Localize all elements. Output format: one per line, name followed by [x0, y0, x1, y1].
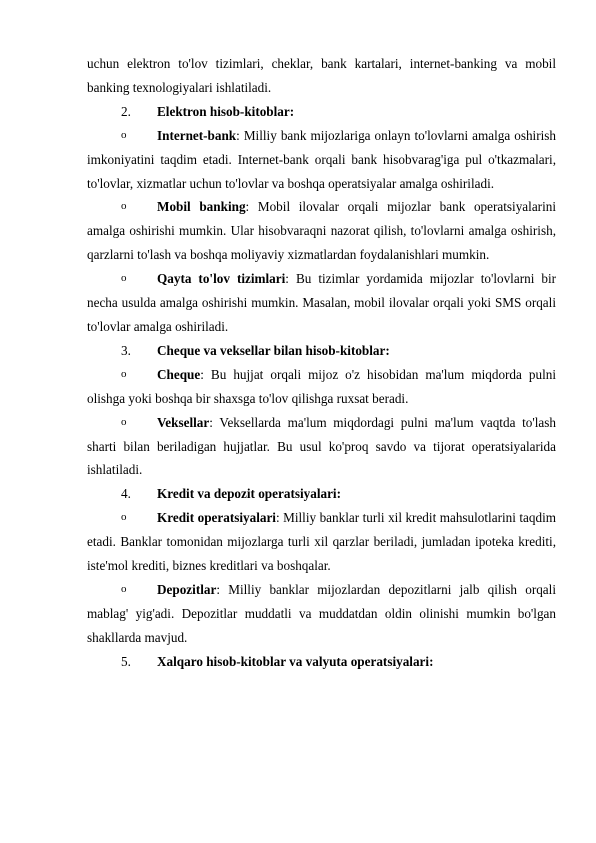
item-text: : Milliy banklar turli xil kredit mahsulotlarini taqdim etadi. Banklar tomonidan mijozlarga turli xil qarzlar beriladi, jumladan ipoteka krediti, iste'mol krediti, biznes kreditlari va boshqalar.: [87, 510, 556, 574]
list-item: [87, 411, 556, 483]
item-term: Internet-bank: [157, 127, 237, 143]
list-item: [87, 195, 556, 267]
section-number: 4.: [121, 486, 131, 502]
intro-paragraph: uchun elektron to'lov tizimlari, cheklar, bank kartalari, internet-banking va mobil banking texnologiyalari ishlatiladi.: [87, 56, 556, 95]
section-title: Cheque va veksellar bilan hisob-kitoblar:: [157, 342, 390, 358]
bullet-icon: o: [121, 415, 127, 428]
section-number: 5.: [121, 653, 131, 669]
bullet-icon: o: [121, 511, 127, 524]
bullet-icon: o: [121, 272, 127, 285]
section-heading: [87, 339, 556, 363]
list-item: [87, 506, 556, 578]
section-title: Xalqaro hisob-kitoblar va valyuta operatsiyalari:: [157, 653, 434, 669]
section-title: Elektron hisob-kitoblar:: [157, 103, 295, 119]
item-term: Cheque: [157, 366, 201, 382]
list-item: [87, 363, 556, 411]
section-title: Kredit va depozit operatsiyalari:: [157, 486, 341, 502]
item-term: Mobil banking: [157, 199, 246, 215]
bullet-icon: o: [121, 367, 127, 380]
item-text: : Mobil ilovalar orqali mijozlar bank operatsiyalarini amalga oshirishi mumkin. Ular hisobvaraqni nazorat qilish, to'lovlarni amalga oshirish, qarzlarni to'lash va boshqa moliyaviy xizmatlardan foydalanishlari mumkin.: [87, 199, 556, 263]
bullet-icon: o: [121, 582, 127, 595]
section-heading: [87, 100, 556, 124]
document-page: [87, 52, 556, 674]
item-text: : Milliy bank mijozlariga onlayn to'lovlarni amalga oshirish imkoniyatini taqdim etadi. Internet-bank orqali bank hisobvarag'iga pul o'tkazmalari, to'lovlar, xizmatlar uchun to'lovlar va boshqa operatsiyalar amalga oshiriladi.: [87, 127, 556, 191]
item-term: Depozitlar: [157, 581, 217, 597]
section-number: 2.: [121, 103, 131, 119]
item-text: : Veksellarda ma'lum miqdordagi pulni ma'lum vaqtda to'lash sharti bilan beriladigan hujjatlar. Bu usul ko'proq savdo va tijorat operatsiyalarida ishlatiladi.: [87, 414, 556, 478]
section-heading: [87, 482, 556, 506]
list-item: [87, 124, 556, 196]
bullet-icon: o: [121, 128, 127, 141]
list-item: [87, 267, 556, 339]
list-item: [87, 578, 556, 650]
item-text: : Bu hujjat orqali mijoz o'z hisobidan ma'lum miqdorda pulni olishga yoki boshqa bir shaxsga to'lov qilishga ruxsat beradi.: [87, 366, 556, 406]
bullet-icon: o: [121, 200, 127, 213]
item-term: Veksellar: [157, 414, 210, 430]
section-heading: [87, 650, 556, 674]
section-number: 3.: [121, 342, 131, 358]
item-text: : Bu tizimlar yordamida mijozlar to'lovlarni bir necha usulda amalga oshirishi mumkin. Masalan, mobil ilovalar orqali yoki SMS orqali to'lovlar amalga oshiriladi.: [87, 271, 557, 334]
item-term: Qayta to'lov tizimlari: [157, 271, 286, 287]
item-term: Kredit operatsiyalari: [157, 510, 276, 526]
sections: [87, 100, 556, 674]
item-text: : Milliy banklar mijozlardan depozitlarni jalb qilish orqali mablag' yig'adi. Depozitlar muddatli va muddatdan oldin olinishi mumkin bo'lgan shakllarda mavjud.: [87, 581, 556, 645]
